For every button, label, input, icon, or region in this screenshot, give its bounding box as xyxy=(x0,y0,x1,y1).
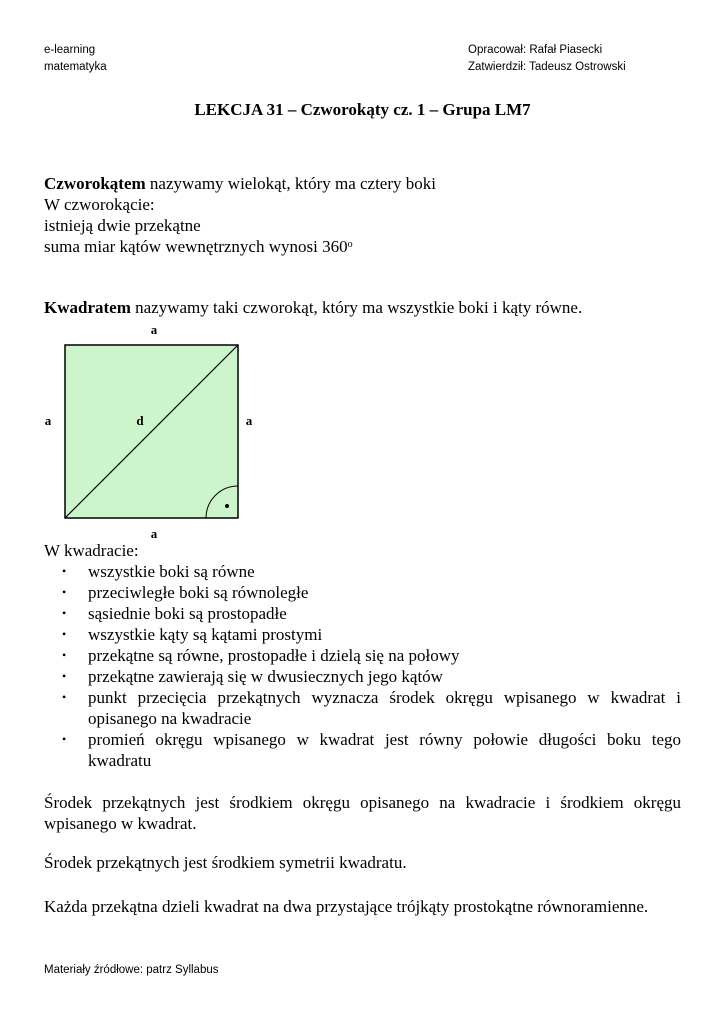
property-text: przekątne zawierają się w dwusiecznych jego kątów xyxy=(88,667,443,686)
list-item xyxy=(44,645,681,666)
label-bottom-a: a xyxy=(150,526,158,541)
term-square: Kwadratem xyxy=(44,298,131,317)
list-item xyxy=(44,624,681,645)
bullet-icon: • xyxy=(62,648,67,662)
bullet-icon: • xyxy=(62,627,67,641)
header-author: Opracował: Rafał Piasecki xyxy=(468,44,603,56)
bullet-icon: • xyxy=(62,690,67,704)
quadrilateral-definition xyxy=(44,173,436,257)
header-right xyxy=(468,42,626,76)
paragraph-triangles: Każda przekątna dzieli kwadrat na dwa przystające trójkąty prostokątne równoramienne. xyxy=(44,897,649,916)
angle-sum-text: suma miar kątów wewnętrznych wynosi 360 xyxy=(44,237,348,256)
list-item xyxy=(44,729,681,771)
label-diagonal-d: d xyxy=(136,413,144,428)
in-square-heading: W kwadracie: xyxy=(44,541,139,560)
bullet-icon: • xyxy=(62,585,67,599)
header-left xyxy=(44,42,107,76)
definition-text: nazywamy wielokąt, który ma cztery boki xyxy=(145,174,436,193)
page-title: LEKCJA 31 – Czworokąty cz. 1 – Grupa LM7 xyxy=(194,100,531,119)
right-angle-dot xyxy=(225,504,229,508)
header-course: e-learning xyxy=(44,44,96,56)
property-text: wszystkie kąty są kątami prostymi xyxy=(88,625,323,644)
property-text: przekątne są równe, prostopadłe i dzielą się na połowy xyxy=(88,646,460,665)
bullet-icon: • xyxy=(62,669,67,683)
list-item xyxy=(44,687,681,729)
definition-line-3: istnieją dwie przekątne xyxy=(44,216,201,235)
list-item xyxy=(44,603,681,624)
label-right-a: a xyxy=(245,413,253,428)
property-text: sąsiednie boki są prostopadłe xyxy=(88,604,287,623)
bullet-icon: • xyxy=(62,564,67,578)
list-item xyxy=(44,561,681,582)
term-quadrilateral: Czworokątem xyxy=(44,174,146,193)
property-text: punkt przecięcia przekątnych wyznacza środek okręgu wpisanego w kwadrat i opisanego na kwadracie xyxy=(88,688,681,728)
bullet-icon: • xyxy=(62,732,67,746)
square-diagram xyxy=(38,320,268,550)
degree-symbol: o xyxy=(347,239,353,250)
footer-sources: Materiały źródłowe: patrz Syllabus xyxy=(44,964,219,976)
property-text: przeciwległe boki są równoległe xyxy=(88,583,309,602)
definition-line-2: W czworokącie: xyxy=(44,195,155,214)
bullet-icon: • xyxy=(62,606,67,620)
square-definition-text: nazywamy taki czworokąt, który ma wszystkie boki i kąty równe. xyxy=(130,298,583,317)
list-item xyxy=(44,666,681,687)
square-definition xyxy=(44,297,582,318)
definition-line xyxy=(44,173,436,194)
paragraph-symmetry: Środek przekątnych jest środkiem symetrii kwadratu. xyxy=(44,853,407,872)
property-text: promień okręgu wpisanego w kwadrat jest równy połowie długości boku tego kwadratu xyxy=(88,730,681,770)
header-subject: matematyka xyxy=(44,61,107,73)
square-properties-list xyxy=(44,561,681,771)
paragraph-circle-centers: Środek przekątnych jest środkiem okręgu opisanego na kwadracie i środkiem okręgu wpisanego w kwadrat. xyxy=(44,793,681,833)
label-left-a: a xyxy=(44,413,52,428)
list-item xyxy=(44,582,681,603)
header-approver: Zatwierdził: Tadeusz Ostrowski xyxy=(468,61,626,73)
label-top-a: a xyxy=(150,322,158,337)
property-text: wszystkie boki są równe xyxy=(88,562,255,581)
definition-line-4 xyxy=(44,236,436,257)
